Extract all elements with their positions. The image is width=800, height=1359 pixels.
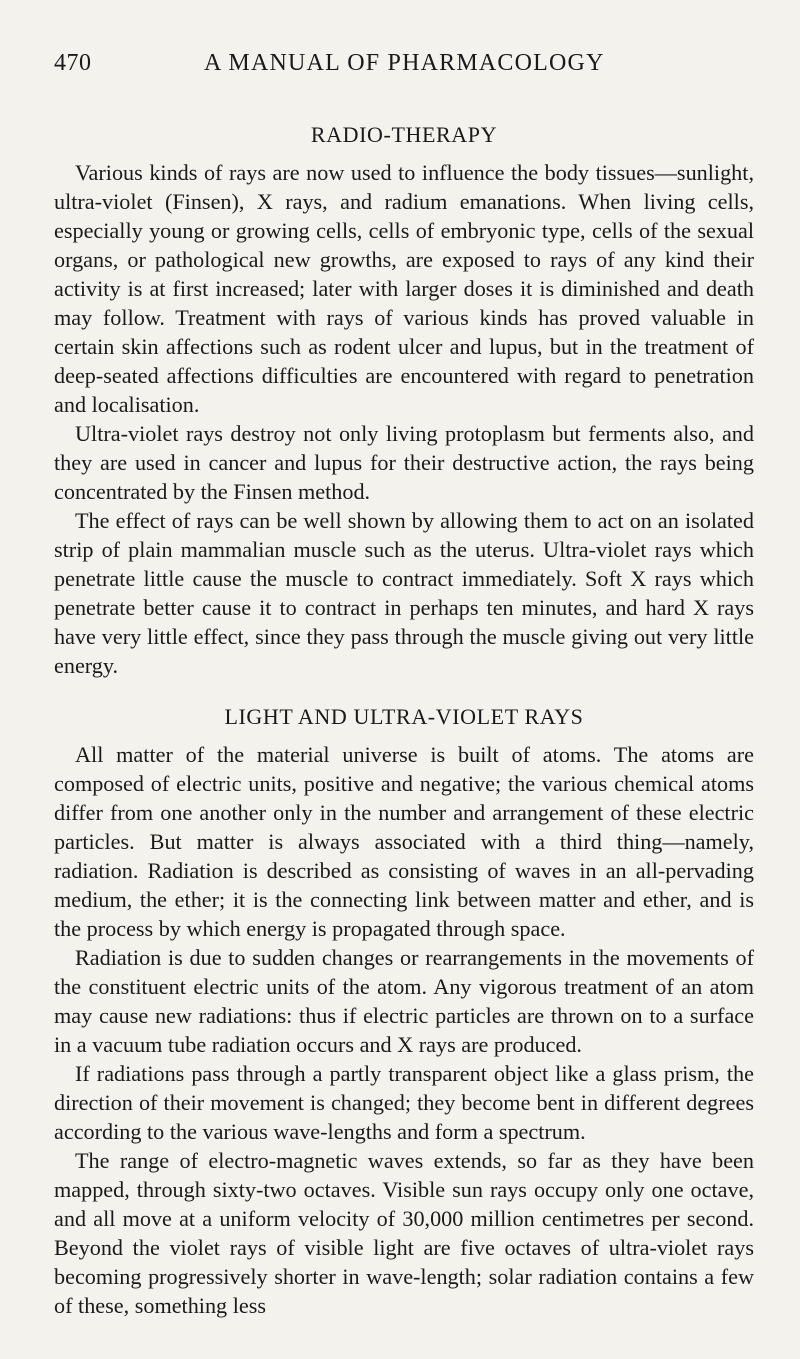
book-page: [54, 50, 754, 1320]
page-number: 470: [54, 50, 92, 76]
paragraph: All matter of the material universe is built of atoms. The atoms are composed of electric units, positive and negative; the various chemical atoms differ from one another only in the number and arrangement of these electric particles. But matter is always associated with a third thing—namely, radiation. Radiation is described as consisting of waves in an all-pervading medium, the ether; it is the connecting link between matter and ether, and is the process by which energy is propagated through space.: [54, 742, 754, 941]
section-radio-therapy: [54, 120, 754, 680]
paragraph: The range of electro-magnetic waves extends, so far as they have been mapped, through sixty-two octaves. Visible sun rays occupy only one octave, and all move at a uniform velocity of 30,000 million centimetres per second. Beyond the violet rays of visible light are five octaves of ultra-violet rays becoming progressively shorter in wave-length; solar radiation contains a few of these, something less: [54, 1148, 754, 1318]
paragraph: The effect of rays can be well shown by allowing them to act on an isolated strip of plain mammalian muscle such as the uterus. Ultra-violet rays which penetrate little cause the muscle to contract immediately. Soft X rays which penetrate better cause it to contract in perhaps ten minutes, and hard X rays have very little effect, since they pass through the muscle giving out very little energy.: [54, 508, 754, 678]
paragraph: If radiations pass through a partly transparent object like a glass prism, the direction of their movement is changed; they become bent in different degrees according to the various wave-lengths and form a spectrum.: [54, 1061, 754, 1144]
paragraph: Radiation is due to sudden changes or rearrangements in the movements of the constituent electric units of the atom. Any vigorous treatment of an atom may cause new radiations: thus if electric particles are thrown on to a surface in a vacuum tube radiation occurs and X rays are produced.: [54, 945, 754, 1057]
paragraph: Various kinds of rays are now used to influence the body tissues—sunlight, ultra-violet (Finsen), X rays, and radium emanations. When living cells, especially young or growing cells, cells of embryonic type, cells of the sexual organs, or pathological new growths, are exposed to rays of any kind their activity is at first increased; later with larger doses it is diminished and death may follow. Treatment with rays of various kinds has proved valuable in certain skin affections such as rodent ulcer and lupus, but in the treatment of deep-seated affections difficulties are encountered with regard to penetration and localisation.: [54, 160, 754, 417]
section-light-and-ultra-violet-rays: [54, 702, 754, 1320]
running-title: A MANUAL OF PHARMACOLOGY: [204, 50, 605, 76]
paragraph: Ultra-violet rays destroy not only living protoplasm but ferments also, and they are used in cancer and lupus for their destructive action, the rays being concentrated by the Finsen method.: [54, 421, 754, 504]
section-heading: LIGHT AND ULTRA-VIOLET RAYS: [224, 704, 584, 729]
running-head: [54, 50, 754, 84]
section-heading: RADIO-THERAPY: [310, 122, 498, 147]
